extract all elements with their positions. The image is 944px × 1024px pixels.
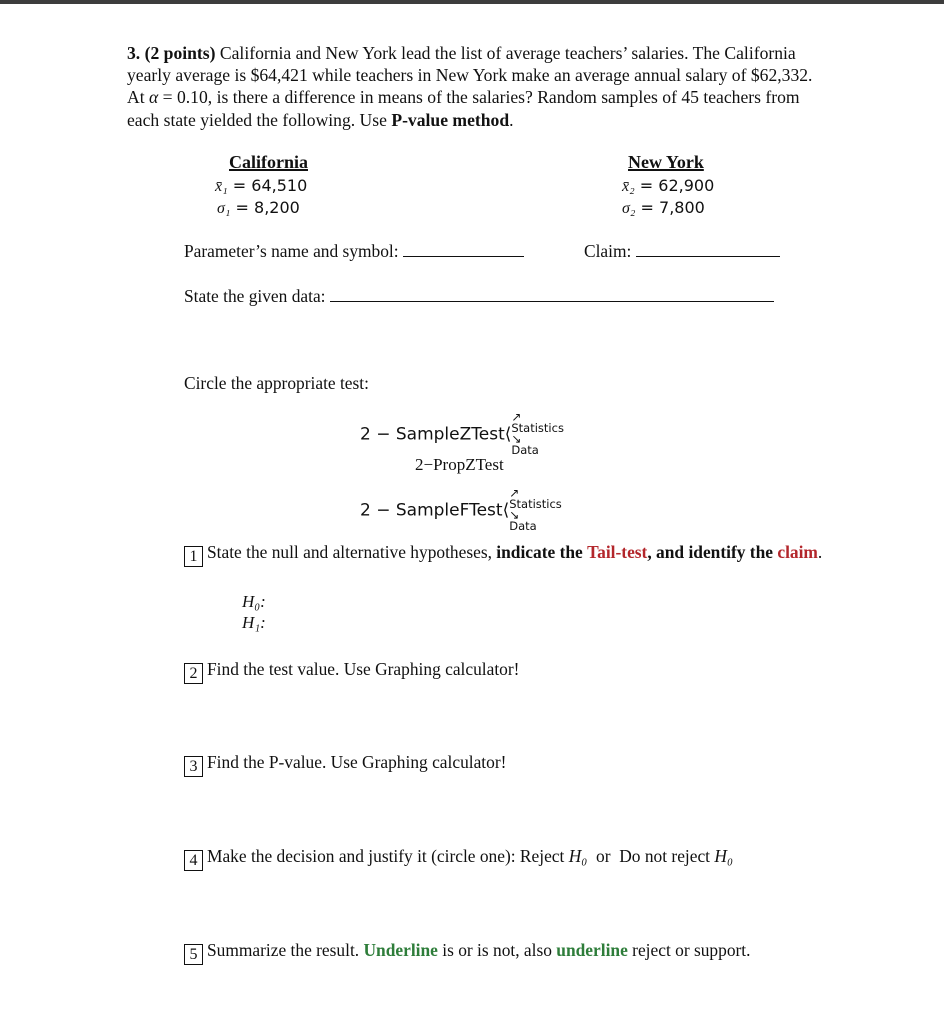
step-1-number: 1 [184, 546, 203, 567]
california-sd [217, 198, 300, 218]
california-mean [215, 176, 307, 196]
step-5-text-3: reject or support. [632, 940, 751, 960]
step-1-end: . [817, 542, 823, 562]
newyork-sd-value: = 7,800 [640, 198, 705, 217]
h1-label: H₁: [242, 613, 266, 632]
california-mean-symbol: x̄₁ [215, 178, 228, 195]
method-name: P-value method [391, 109, 510, 130]
newyork-sd-symbol: σ₂ [622, 200, 636, 217]
step-5-underline-1: Underline [363, 940, 438, 960]
arrow-up-icon: ↗ [509, 486, 520, 500]
step-3 [184, 752, 506, 777]
alpha-symbol: α [149, 87, 159, 108]
parameter-field [184, 241, 524, 262]
california-mean-value: = 64,510 [232, 176, 308, 195]
newyork-mean [622, 176, 714, 196]
test-option-2samplez[interactable] [360, 410, 564, 458]
step-4-or: or [596, 846, 611, 866]
alpha-value: = 0.10, [162, 87, 213, 108]
given-data-blank[interactable] [330, 287, 774, 302]
newyork-mean-value: = 62,900 [639, 176, 715, 195]
step-5 [184, 940, 750, 965]
claim-blank[interactable] [636, 242, 780, 257]
given-data-label: State the given data: [184, 286, 326, 306]
question-period: . [509, 109, 514, 130]
do-not-reject-h0-option[interactable]: H₀ [714, 846, 733, 866]
newyork-mean-symbol: x̄₂ [622, 178, 635, 195]
step-4 [184, 846, 733, 871]
step-2-text: Find the test value. Use Graphing calculator! [207, 659, 520, 679]
question-number: 3. [127, 43, 141, 63]
step-2 [184, 659, 519, 684]
question-text [127, 42, 827, 131]
step-4-number: 4 [184, 850, 203, 871]
step-5-text: Summarize the result. [207, 940, 360, 960]
step-2-number: 2 [184, 663, 203, 684]
step-4-text-2: Do not reject [619, 846, 711, 866]
mode-stack [509, 488, 562, 532]
california-sd-value: = 8,200 [235, 198, 300, 217]
arrow-down-icon: ↘ [511, 432, 522, 446]
step-3-text: Find the P-value. Use Graphing calculator! [207, 752, 507, 772]
parameter-blank[interactable] [403, 242, 524, 257]
step-1-bold: indicate the [496, 542, 583, 562]
circle-test-label: Circle the appropriate test: [184, 373, 369, 393]
arrow-up-icon: ↗ [511, 410, 522, 424]
brace-icon: ⟨ [504, 424, 512, 445]
stack-data: Data [509, 519, 537, 533]
step-3-number: 3 [184, 756, 203, 777]
newyork-header: New York [628, 152, 704, 172]
question-points: (2 points) [144, 43, 216, 63]
test-option-2propz[interactable]: 2−PropZTest [415, 455, 504, 474]
reject-h0-option[interactable]: H₀ [568, 846, 588, 866]
test-option-2samplef[interactable] [360, 486, 562, 534]
claim-field [584, 241, 780, 262]
given-data-field [184, 286, 774, 307]
step-5-text-2: is or is not, also [442, 940, 552, 960]
question-body-2: is there a difference in means of the salaries? Random samples of 45 teachers from each state yielded the following. Use [127, 87, 800, 130]
arrow-down-icon: ↘ [509, 508, 520, 522]
step-1-bold-2: , and identify the [647, 542, 773, 562]
california-sd-symbol: σ₁ [217, 200, 231, 217]
parameter-label: Parameter’s name and symbol: [184, 241, 399, 261]
newyork-sd [622, 198, 705, 218]
step-5-underline-2: underline [556, 940, 628, 960]
stack-statistics: Statistics [509, 497, 562, 511]
step-1-text: State the null and alternative hypotheses, [207, 542, 492, 562]
question-body-1: California and New York lead the list of average teachers’ salaries. The California yearly average is $64,421 while teachers in New York make an average annual salary of $62,332. At [127, 43, 813, 108]
step-1-claim: claim [777, 542, 818, 562]
step-1 [184, 540, 824, 567]
step-1-tail-test: Tail-test [587, 542, 648, 562]
step-5-number: 5 [184, 944, 203, 965]
california-header: California [229, 152, 308, 172]
h0-label: H₀: [242, 592, 266, 611]
mode-stack [511, 412, 564, 456]
step-4-text: Make the decision and justify it (circle one): Reject [207, 846, 565, 866]
test-option-2samplef-label: 2 − SampleFTest [360, 500, 503, 521]
stack-statistics: Statistics [511, 421, 564, 435]
test-option-2samplez-label: 2 − SampleZTest [360, 424, 505, 445]
claim-label: Claim: [584, 241, 632, 261]
brace-icon: ⟨ [502, 500, 510, 521]
top-border [0, 0, 944, 4]
stack-data: Data [511, 443, 539, 457]
